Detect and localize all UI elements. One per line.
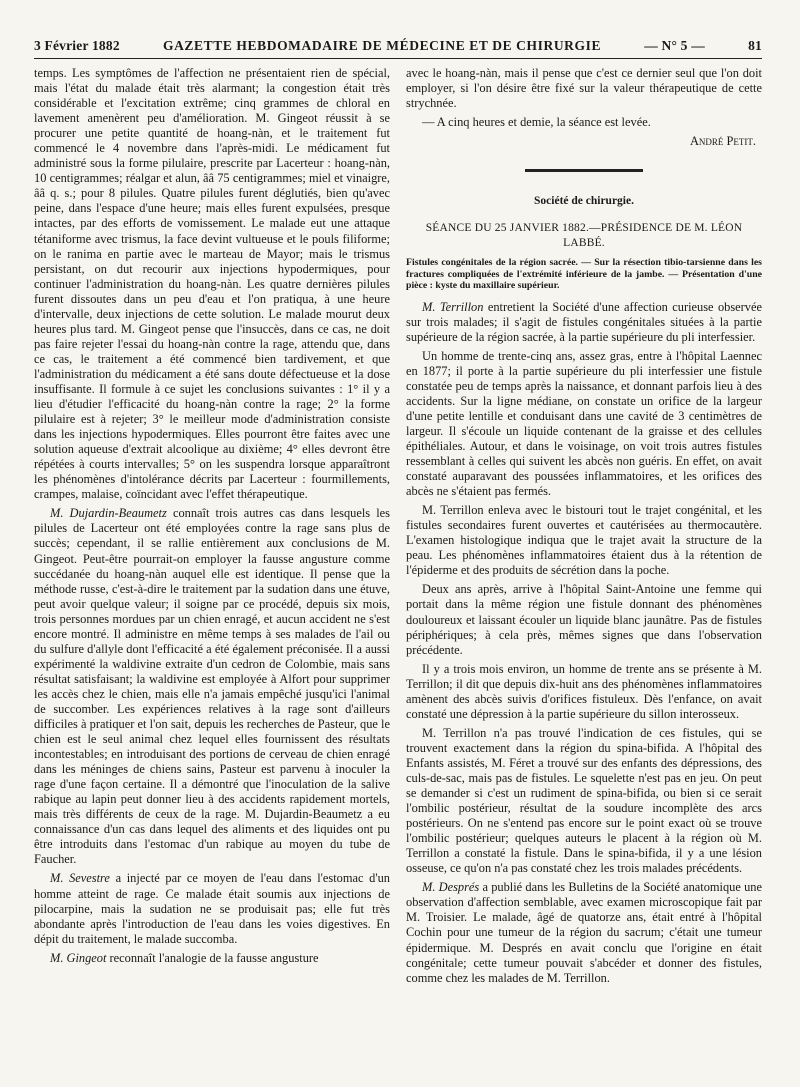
session-summary: Fistules congénitales de la région sacrée. — Sur la résection tibio-tarsienne dans les fractures compliquées de l'extrémité inférieure de la jambe. — Présentation d'une pièce : kyste du maxillaire supérieur. xyxy=(406,257,762,292)
speaker-name: M. Terrillon xyxy=(422,299,484,314)
paragraph-text: connaît trois autres cas dans lesquels les pilules de Lacerteur ont été employées contre la rage sans plus de succès; cependant, il se rallie entièrement aux conclusions de M. Gingeot. Peut-être pourrait-on employer la fausse angusture comme succédanée du hoang-nàn auquel elle est identique. Il pense que la méthode russe, c'est-à-dire le traitement par la sudation dans une étuve, peut avoir quelque valeur; il soigne par ce procédé, depuis six mois, trois personnes mordues par un chien enragé, et aucun accident ne s'est encore montré. Il administre en même temps à ses malades de l'ail ou du sulfure d'allyle dont l'efficacité a été également préconisée. Il a aussi expérimenté la waldivine extraite d'un cedron de Colombie, mais sans résultat satisfaisant; la waldivine est employée à Alfort pour supprimer les accès chez le chien, mais elle n'a jamais empêché jusqu'ici l'animal de succomber. Les expériences relatives à la rage sont d'ailleurs difficiles à pratiquer et l'on sait, depuis les recherches de Pasteur, que le chien est le seul animal chez lequel elles fournissent des résultats incontestables; en introduisant des portions de cerveau de chien enragé dans les méninges de chiens sains, Pasteur est parvenu à inoculer la rage d'une façon certaine. Il a démontré que l'inoculation de la salive rabique au lapin peut donner lieu à des accidents rapidement mortels, mais très différents de ceux de la rage. M. Dujardin-Beaumetz a eu connaissance d'un cas dans lequel des aliments et des liquides ont pu être introduits dans l'estomac d'un rabique au moyen du tube de Faucher. xyxy=(34,506,391,867)
left-paragraph xyxy=(34,506,390,867)
continuation-paragraph: avec le hoang-nàn, mais il pense que c'est ce dernier seul que l'on doit employer, si l'on désire être fixé sur la valeur thérapeutique de cette strychnée. xyxy=(406,66,762,111)
signature: André Petit. xyxy=(689,134,756,149)
left-paragraph xyxy=(34,871,390,946)
article-columns xyxy=(34,66,762,990)
right-paragraph: M. Terrillon enleva avec le bistouri tout le trajet congénital, et les fistules secondaires furent ouvertes et cautérisées au thermocautère. L'examen histologique indiqua que le trajet avait la structure de la peau. Les phénomènes inflammatoires étaient dus à la rétention de l'épiderme et des produits de sécrétion dans la poche. xyxy=(406,503,762,578)
section-title: Société de chirurgie. xyxy=(534,195,634,208)
paragraph-text: entretient la Société d'une affection curieuse observée sur trois malades; il s'agit de fistules congénitales situées à la partie supérieure de la région sacrée, à la partie supérieure du pli interfessier. xyxy=(406,299,762,344)
closing-line: — A cinq heures et demie, la séance est levée. xyxy=(422,115,651,130)
right-paragraph xyxy=(406,300,762,345)
paragraph-text: a publié dans les Bulletins de la Société anatomique une observation d'affection semblable, avec examen microscopique fait par M. Troisier. Le malade, âgé de quatorze ans, était entré à l'hôpital Cochin pour une tumeur de la région du sacrum; c'était une tumeur épidermique. M. Després en avait conclu que l'origine en était congénitale; cette tumeur pouvait s'abcéder et donner des fistules, comme chez les malades de M. Terrillon. xyxy=(406,880,762,985)
right-paragraph: Deux ans après, arrive à l'hôpital Saint-Antoine une femme qui portait dans la même région une fistule donnant des phénomènes douloureux et laissant écouler un liquide blanc jaunâtre. Pas de fistules périphériques; à cela près, mêmes signes que dans l'observation précédente. xyxy=(406,582,762,657)
paragraph-text: reconnaît l'analogie de la fausse angusture xyxy=(106,950,319,965)
paragraph-text: a injecté par ce moyen de l'eau dans l'estomac d'un homme atteint de rage. Ce malade était soumis aux injections de pilocarpine, mais la sudation ne se produisait pas; elle fut très abondante après l'introduction de l'eau dans les voies digestives. En dépit du traitement, le malade succomba. xyxy=(34,871,390,946)
seance-heading: SÉANCE DU 25 JANVIER 1882.—PRÉSIDENCE DE M. LÉON LABBÉ. xyxy=(425,222,743,250)
right-paragraph xyxy=(406,880,762,985)
journal-title: GAZETTE HEBDOMADAIRE DE MÉDECINE ET DE CHIRURGIE xyxy=(162,38,602,53)
left-paragraph: temps. Les symptômes de l'affection ne présentaient rien de spécial, mais l'état du malade était très alarmant; la congestion était très considérable et l'excitation extrême; cinq grammes de chloral en lavement amenèrent peu d'amélioration. M. Gingeot réussit à se procurer une petite quantité de hoang-nàn, et le traitement fut commencé le 4 novembre dans l'après-midi. Le médicament fut administré sous la forme pilulaire, prescrite par Lacerteur : hoang-nàn, 10 centigrammes; réalgar et alun, ââ 75 centigrammes; miel et vinaigre, ââ q. s.; pour 8 pilules. Quatre pilules furent déglutiés, bien qu'avec peine, dans l'espace d'une heure; mais elles furent expulsées, presque intactes, par des efforts de vomissement. Le malade eut une attaque tétaniforme avec trismus, la face devint vultueuse et le pouls filiforme; on le ranima en partie avec le marteau de Mayor; mais le trismus persistant, on dut recourir aux injections hypodermiques, pour continuer l'administration du hoang-nàn. Les quatre dernières pilules furent dissoutes dans un peu d'eau et l'on pratiqua, à une heure d'intervalle, deux injections de cette solution. Le malade mourut deux heures plus tard. M. Gingeot pense que l'insuccès, dans ce cas, ne doit pas faire rejeter l'essai du hoang-nàn contre la rage, attendu que, dans ce cas, le traitement a été commencé bien tardivement, et que l'administration du médicament a été sans doute défectueuse et la dose insuffisante. Il formule à ce sujet les conclusions suivantes : 1° il y a lieu d'étudier l'efficacité du hoang-nàn contre la rage; 2° la forme pilulaire est à rejeter; 3° le meilleur mode d'administration consiste dans les injections hypodermiques. Elles pourront être faites avec une solution aqueuse d'extrait alcoolique au dixième; 4° elles devront être répétées à courts intervalles; 5° on les suspendra lorsque apparaîtront les phénomènes d'intolérance décrits par Lacerteur : fourmillements, crampes, malaise, coïncidant avec l'effet thérapeutique. xyxy=(34,66,390,502)
speaker-name: M. Després xyxy=(422,880,480,895)
left-paragraph xyxy=(34,951,390,966)
speaker-name: M. Sevestre xyxy=(50,871,110,886)
page-header xyxy=(34,38,762,59)
page-number: 81 xyxy=(748,38,762,53)
right-column xyxy=(406,66,762,990)
left-column xyxy=(34,66,390,990)
issue-date: 3 Février 1882 xyxy=(34,38,120,53)
speaker-name: M. Dujardin-Beaumetz xyxy=(50,506,167,521)
section-divider xyxy=(525,169,643,172)
right-paragraph: Il y a trois mois environ, un homme de trente ans se présente à M. Terrillon; il dit que depuis dix-huit ans des phénomènes inflammatoires amènent des abcès suivis d'orifices fistuleux. Dès l'enfance, on avait constaté une dépression à la partie supérieure du sillon interosseux. xyxy=(406,661,762,721)
speaker-name: M. Gingeot xyxy=(50,950,107,965)
right-paragraph: Un homme de trente-cinq ans, assez gras, entre à l'hôpital Laennec en 1877; il porte à la partie supérieure du pli interfessier une fistule constatée peu de temps après la naissance, et donnant parfois lieu à des accidents. Sur la ligne médiane, on constate un orifice de la largeur d'une petite lentille et conduisant dans une cavité de 3 centimètres de largeur. Il s'écoule un liquide contenant de la graisse et des cellules épithéliales. Autour, et dans le voisinage, on voit trois autres fistules ressemblant à celles qui suivent les abcès non guéris. En effet, on avait constaté auparavant des poussées inflammatoires, et les orifices des abcès ne s'étaient pas fermés. xyxy=(406,348,762,499)
right-paragraph: M. Terrillon n'a pas trouvé l'indication de ces fistules, qui se trouvent exactement dans la région du spina-bifida. A l'hôpital des Enfants assistés, M. Féret a trouvé sur des enfants des dépressions, des culs-de-sac, mais pas de fistules. Le squelette n'est pas en jeu. On peut se demander si c'est un rudiment de spina-bifida, ou bien si ce serait l'ombilic postérieur, résultat de la soudure incomplète des arcs postérieurs. On ne s'entend pas encore sur le point exact où se trouve l'ombilic postérieur; quelques auteurs le placent à la région où M. Terrillon a constaté la fistule. Dans le spina-bifida, il y a une lésion osseuse, ce qu'on n'a pas constaté chez les trois malades précédents. xyxy=(406,725,762,876)
issue-number: — N° 5 — xyxy=(644,38,705,53)
